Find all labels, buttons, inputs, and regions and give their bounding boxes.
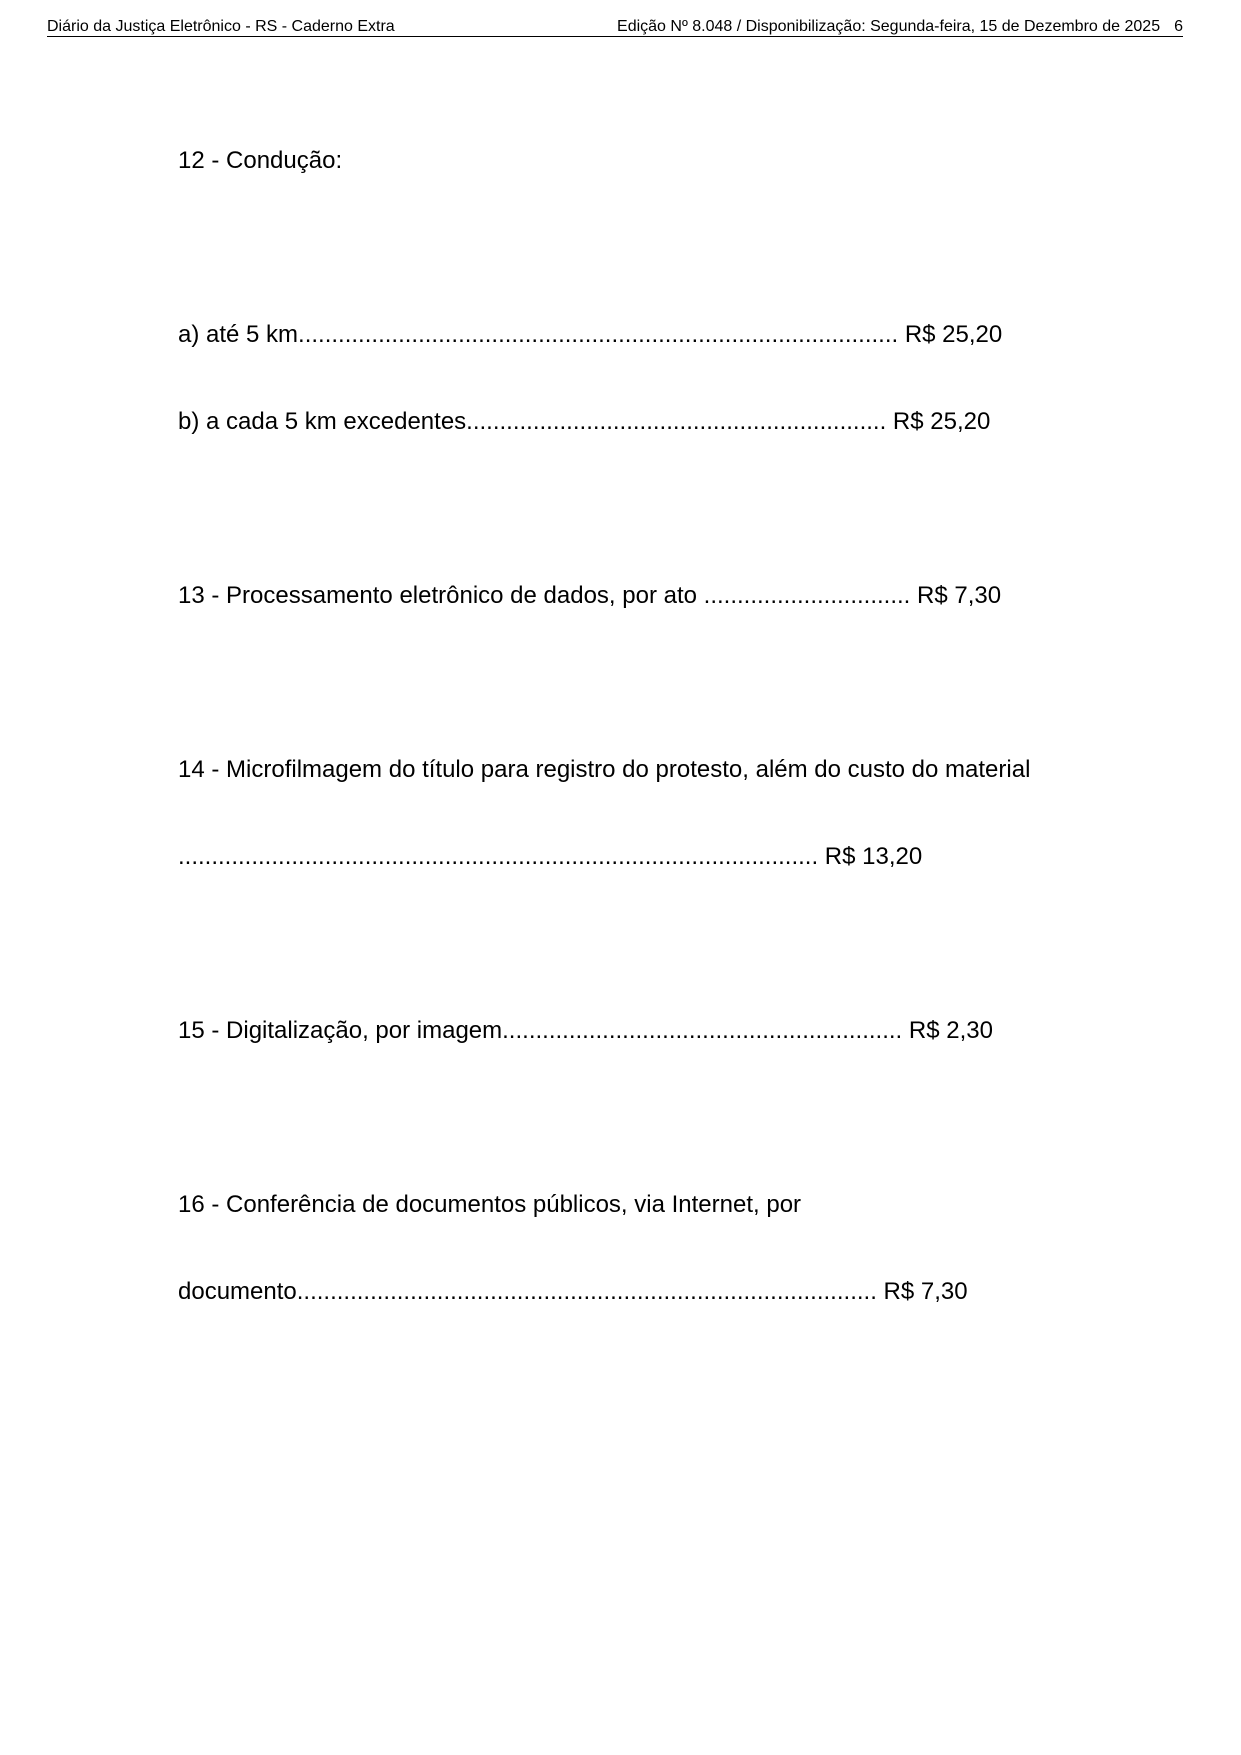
header-page-number: 6 (1174, 18, 1183, 35)
spacer (178, 1103, 1098, 1132)
spacer (178, 494, 1098, 523)
header-edition-info (617, 18, 1183, 36)
item-15: 15 - Digitalização, por imagem............................................................ R$ 2,30 (178, 1017, 993, 1044)
item-12-b: b) a cada 5 km excedentes............................................................... R$ 25,20 (178, 408, 991, 435)
item-16-line-1: 16 - Conferência de documentos públicos, via Internet, por (178, 1191, 802, 1218)
item-13: 13 - Processamento eletrônico de dados, por ato ............................... R$ 7,30 (178, 582, 1002, 609)
item-16-line-2: documento....................................................................................... R$ 7,30 (178, 1278, 968, 1305)
item-14-line-2: ................................................................................................ R$ 13,20 (178, 843, 923, 870)
spacer (178, 668, 1098, 697)
item-12-a: a) até 5 km.......................................................................................... R$ 25,20 (178, 321, 1003, 348)
spacer (178, 233, 1098, 262)
spacer (178, 929, 1098, 958)
page-header (47, 18, 1183, 37)
header-publication-title: Diário da Justiça Eletrônico - RS - Caderno Extra (47, 18, 395, 35)
header-edition-date: Edição Nº 8.048 / Disponibilização: Segunda-feira, 15 de Dezembro de 2025 (617, 18, 1161, 35)
item-14-line-1: 14 - Microfilmagem do título para registro do protesto, além do custo do material (178, 756, 1031, 783)
item-12-title: 12 - Condução: (178, 147, 343, 174)
fee-list (178, 88, 1098, 1335)
